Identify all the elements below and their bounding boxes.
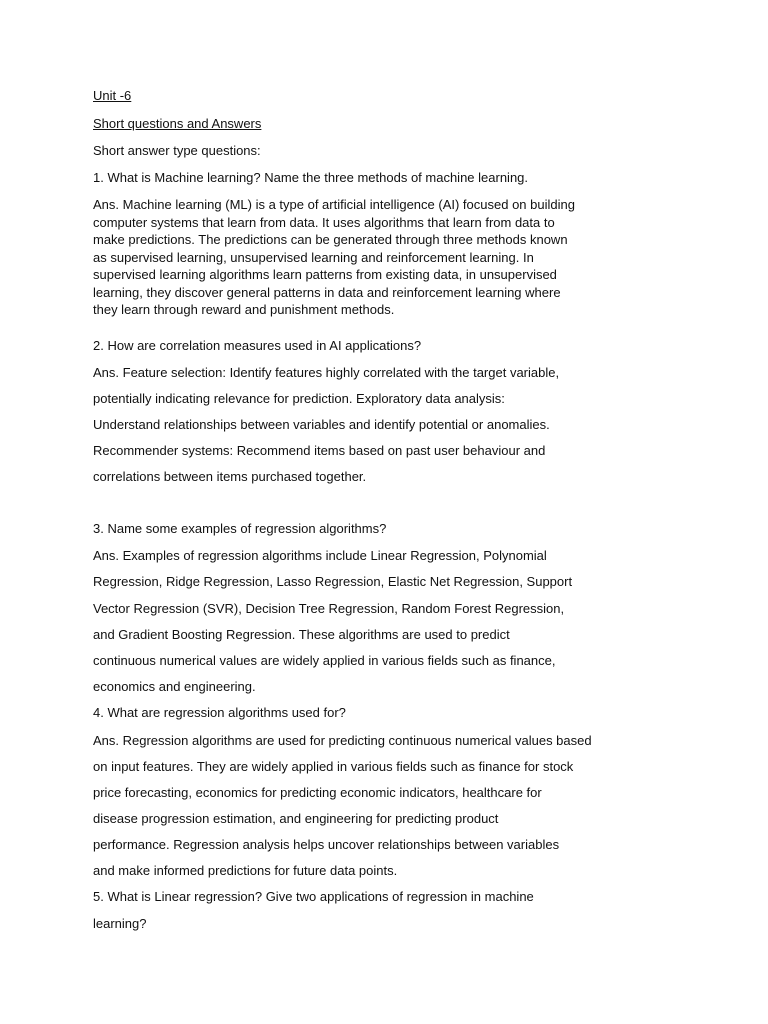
answer-1-line: make predictions. The predictions can be generated through three methods known: [93, 232, 568, 247]
question-4: 4. What are regression algorithms used for?: [93, 705, 346, 720]
answer-4-line: Ans. Regression algorithms are used for predicting continuous numerical values based: [93, 733, 592, 748]
section-title: Short questions and Answers: [93, 116, 262, 131]
answer-2-line: Ans. Feature selection: Identify features highly correlated with the target variable,: [93, 365, 560, 380]
question-2: 2. How are correlation measures used in AI applications?: [93, 338, 422, 353]
answer-2-line: potentially indicating relevance for prediction. Exploratory data analysis:: [93, 391, 505, 406]
answer-1-line: supervised learning algorithms learn patterns from existing data, in unsupervised: [93, 267, 557, 282]
answer-4-line: performance. Regression analysis helps uncover relationships between variables: [93, 837, 560, 852]
answer-2-line: Understand relationships between variables and identify potential or anomalies.: [93, 417, 550, 432]
question-1: 1. What is Machine learning? Name the three methods of machine learning.: [93, 170, 529, 185]
answer-4-line: disease progression estimation, and engineering for predicting product: [93, 811, 499, 826]
answer-3-line: Regression, Ridge Regression, Lasso Regression, Elastic Net Regression, Support: [93, 574, 573, 589]
answer-4-line: price forecasting, economics for predicting economic indicators, healthcare for: [93, 785, 542, 800]
question-3: 3. Name some examples of regression algorithms?: [93, 521, 387, 536]
intro-text: Short answer type questions:: [93, 143, 261, 158]
answer-3-line: and Gradient Boosting Regression. These algorithms are used to predict: [93, 627, 510, 642]
answer-1-line: computer systems that learn from data. It uses algorithms that learn from data to: [93, 215, 555, 230]
answer-3-line: Ans. Examples of regression algorithms include Linear Regression, Polynomial: [93, 548, 547, 563]
answer-1-line: learning, they discover general patterns in data and reinforcement learning where: [93, 285, 561, 300]
unit-title: Unit -6: [93, 88, 132, 103]
answer-3-line: Vector Regression (SVR), Decision Tree Regression, Random Forest Regression,: [93, 601, 565, 616]
answer-3-line: continuous numerical values are widely applied in various fields such as finance,: [93, 653, 556, 668]
question-5-line: 5. What is Linear regression? Give two applications of regression in machine: [93, 889, 534, 904]
answer-1-line: as supervised learning, unsupervised learning and reinforcement learning. In: [93, 250, 534, 265]
answer-3-line: economics and engineering.: [93, 679, 256, 694]
answer-4-line: and make informed predictions for future data points.: [93, 863, 398, 878]
answer-1-line: Ans. Machine learning (ML) is a type of artificial intelligence (AI) focused on building: [93, 197, 575, 212]
answer-4-line: on input features. They are widely applied in various fields such as finance for stock: [93, 759, 574, 774]
answer-2-line: correlations between items purchased together.: [93, 469, 367, 484]
answer-1-line: they learn through reward and punishment methods.: [93, 302, 395, 317]
answer-2-line: Recommender systems: Recommend items based on past user behaviour and: [93, 443, 546, 458]
question-5-line: learning?: [93, 916, 147, 931]
